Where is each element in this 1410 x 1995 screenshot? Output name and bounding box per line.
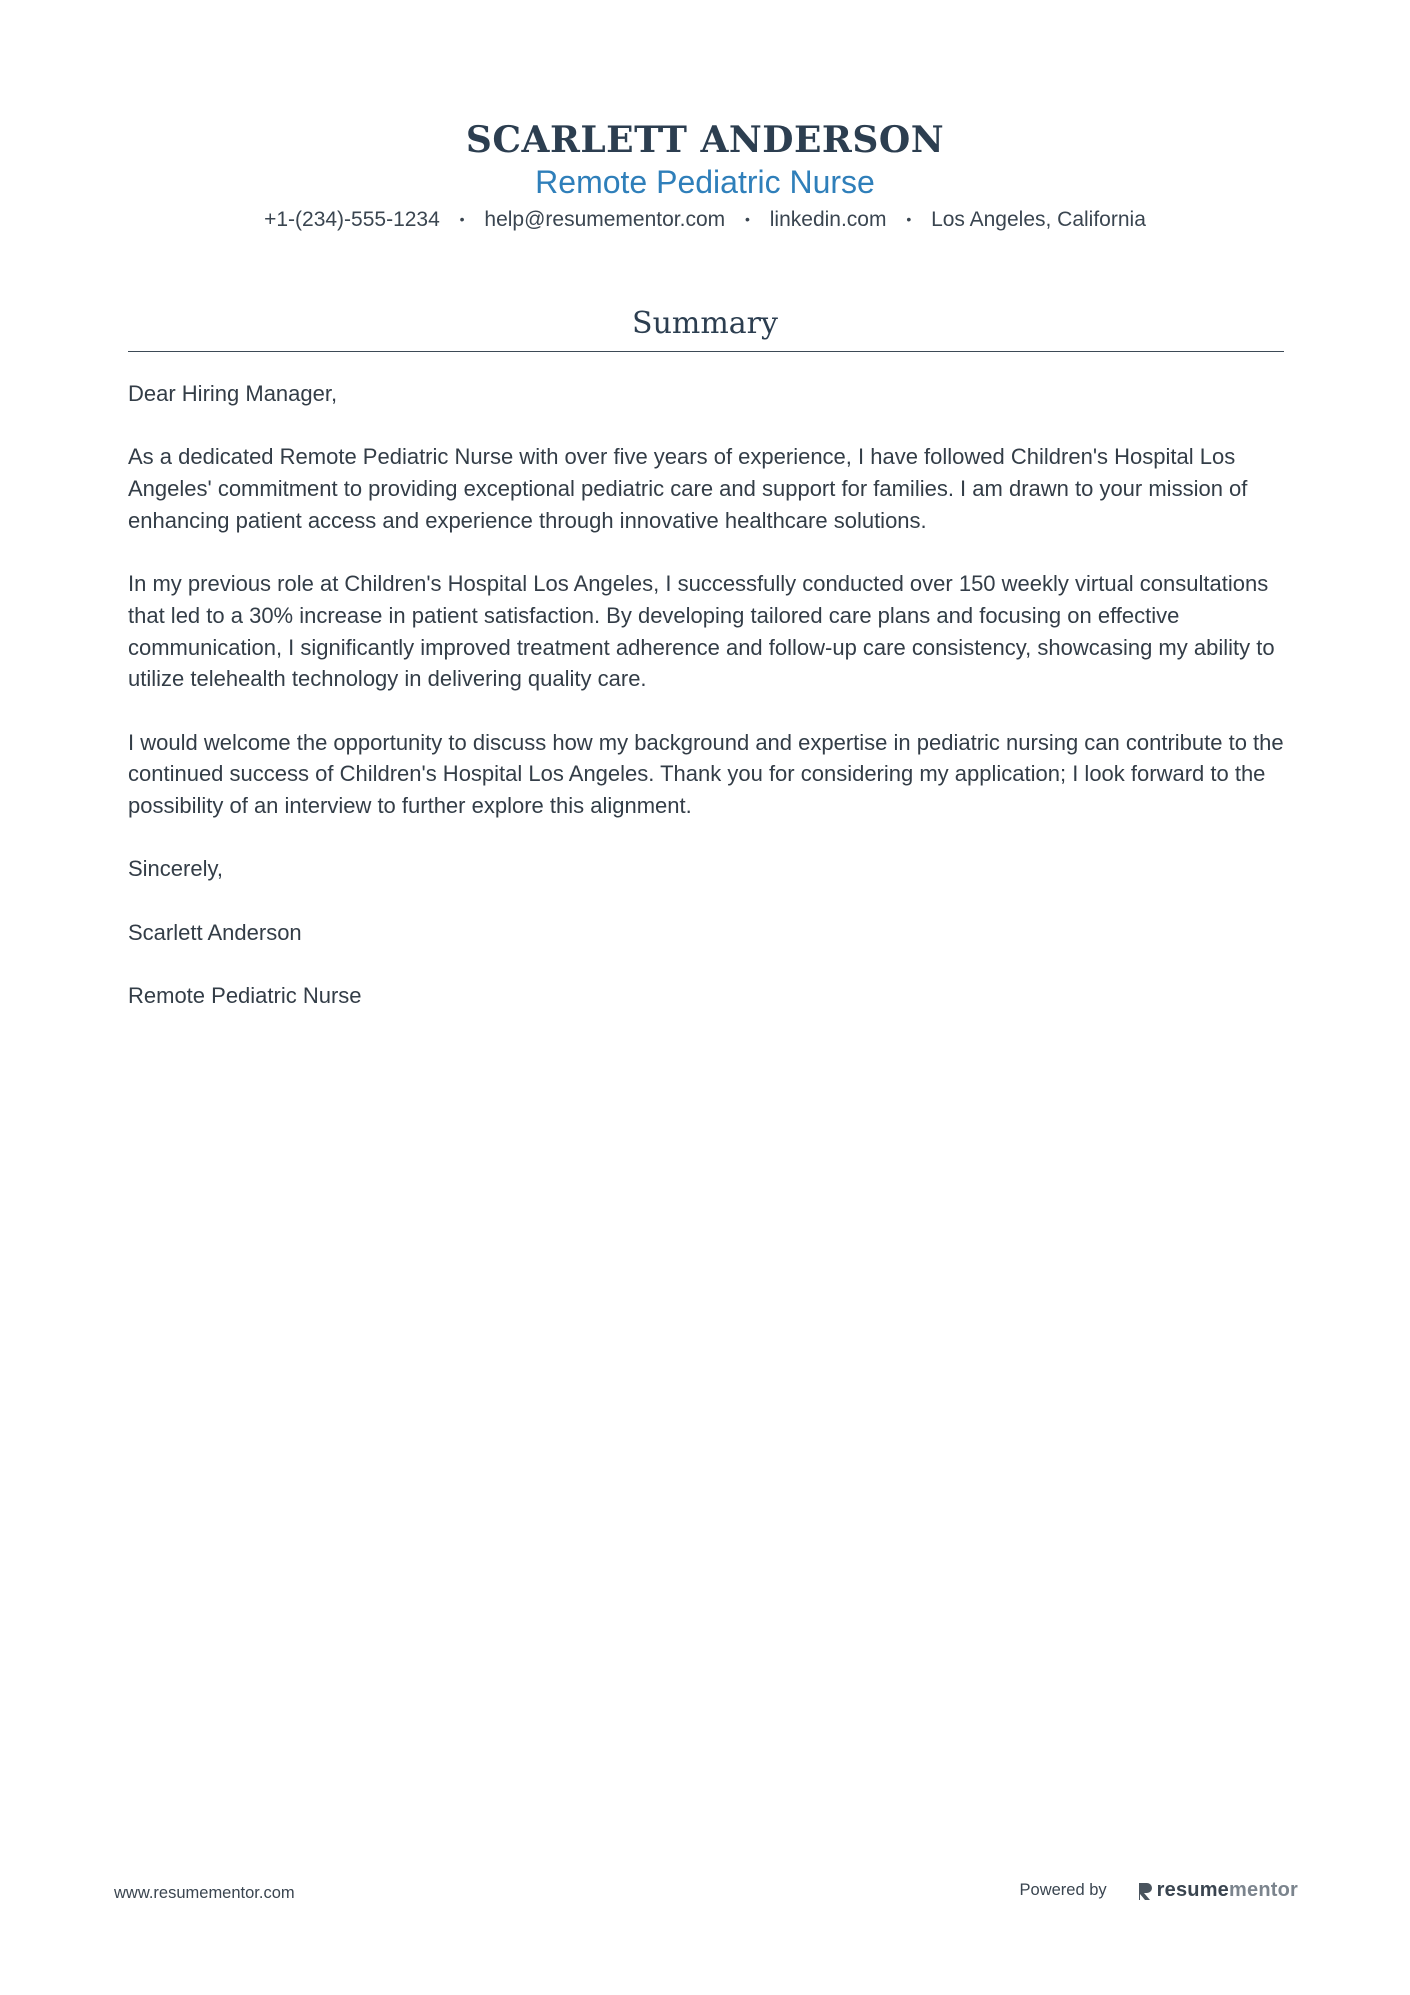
brand-name-bold: resume <box>1156 1879 1230 1901</box>
contact-line <box>0 204 1410 235</box>
brand-logo <box>1137 1879 1298 1902</box>
contact-separator: • <box>906 211 912 227</box>
contact-separator: • <box>745 211 750 227</box>
resumementor-logo-icon <box>1137 1881 1153 1901</box>
powered-by-label: Powered by <box>1019 1881 1107 1899</box>
paragraph-1: As a dedicated Remote Pediatric Nurse with over five years of experience, I have followed Children's Hospital Los Angeles' commitment to providing exceptional pediatric care and support for families. I am drawn to your mission of enhancing patient access and experience through innovative healthcare solutions. <box>128 444 1248 533</box>
footer-website: www.resumementor.com <box>114 1884 295 1902</box>
salutation: Dear Hiring Manager, <box>128 381 338 406</box>
applicant-role: Remote Pediatric Nurse <box>535 164 875 200</box>
paragraph-2: In my previous role at Children's Hospital Los Angeles, I successfully conducted over 150 weekly virtual consultations that led to a 30% increase in patient satisfaction. By developing tailored care plans and focusing on effective communication, I significantly improved treatment adherence and follow-up care consistency, showcasing my ability to utilize telehealth technology in delivering quality care. <box>128 571 1275 692</box>
contact-location: Los Angeles, California <box>931 208 1146 231</box>
contact-phone: +1-(234)-555-1234 <box>264 208 440 231</box>
contact-linkedin: linkedin.com <box>769 208 887 231</box>
letter-header <box>0 118 1410 235</box>
contact-separator: • <box>459 211 465 227</box>
section-title: Summary <box>632 306 778 341</box>
brand-name-light: mentor <box>1229 1879 1298 1901</box>
section-divider <box>128 351 1284 352</box>
closing: Sincerely, <box>128 856 223 882</box>
paragraph-3: I would welcome the opportunity to discuss how my background and expertise in pediatric nursing can contribute to the continued success of Children's Hospital Los Angeles. Thank you for considering my application; I look forward to the possibility of an interview to further explore this alignment. <box>128 729 1284 819</box>
letter-body <box>128 378 1288 1044</box>
footer-powered <box>1020 1879 1298 1902</box>
signature-name: Scarlett Anderson <box>128 919 302 945</box>
applicant-name: SCARLETT ANDERSON <box>465 119 945 161</box>
signature-title: Remote Pediatric Nurse <box>128 983 362 1009</box>
contact-email: help@resumementor.com <box>484 208 726 231</box>
